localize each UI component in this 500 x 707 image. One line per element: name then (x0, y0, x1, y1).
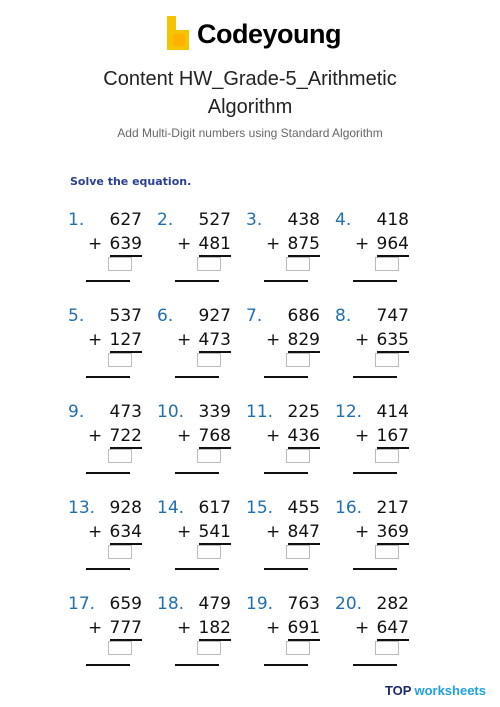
problem-8 (335, 306, 411, 381)
problem-number: 2. (157, 210, 174, 230)
answer-line (353, 568, 397, 570)
plus-sign: + (355, 618, 370, 638)
addend-top: 217 (376, 498, 409, 518)
answer-line (86, 568, 130, 570)
answer-line (175, 472, 219, 474)
problem-14 (157, 498, 233, 573)
plus-sign: + (88, 522, 103, 542)
addend-top: 414 (376, 402, 409, 422)
answer-line (86, 472, 130, 474)
answer-box[interactable] (197, 641, 221, 655)
addend-top: 418 (376, 210, 409, 230)
answer-line (175, 376, 219, 378)
problem-11 (246, 402, 322, 477)
problem-number: 8. (335, 306, 352, 326)
brand-name: Codeyoung (197, 18, 341, 49)
addend-top: 763 (287, 594, 320, 614)
plus-sign: + (177, 330, 192, 350)
problem-9 (68, 402, 144, 477)
answer-box[interactable] (286, 353, 310, 367)
plus-sign: + (177, 522, 192, 542)
addend-top: 225 (287, 402, 320, 422)
answer-box[interactable] (197, 545, 221, 559)
answer-line (175, 280, 219, 282)
plus-sign: + (355, 522, 370, 542)
problem-number: 14. (157, 498, 185, 518)
answer-box[interactable] (108, 449, 132, 463)
problem-number: 7. (246, 306, 263, 326)
addend-bottom: 722 (110, 426, 142, 449)
plus-sign: + (355, 330, 370, 350)
addend-bottom: 647 (377, 618, 409, 641)
answer-line (264, 472, 308, 474)
addend-bottom: 635 (377, 330, 409, 353)
addend-top: 339 (198, 402, 231, 422)
answer-box[interactable] (108, 353, 132, 367)
problem-15 (246, 498, 322, 573)
addend-bottom: 768 (199, 426, 231, 449)
addend-bottom: 634 (110, 522, 142, 545)
topworksheets-watermark (381, 679, 490, 701)
plus-sign: + (177, 618, 192, 638)
plus-sign: + (88, 234, 103, 254)
problem-12 (335, 402, 411, 477)
answer-box[interactable] (375, 353, 399, 367)
answer-box[interactable] (375, 545, 399, 559)
plus-sign: + (355, 234, 370, 254)
answer-box[interactable] (286, 449, 310, 463)
answer-box[interactable] (108, 257, 132, 271)
problem-number: 15. (246, 498, 274, 518)
addend-bottom: 691 (288, 618, 320, 641)
addend-bottom: 829 (288, 330, 320, 353)
answer-line (264, 280, 308, 282)
answer-box[interactable] (108, 641, 132, 655)
addend-top: 617 (198, 498, 231, 518)
addend-bottom: 639 (110, 234, 142, 257)
problem-7 (246, 306, 322, 381)
problem-number: 5. (68, 306, 85, 326)
problem-18 (157, 594, 233, 669)
plus-sign: + (266, 330, 281, 350)
plus-sign: + (177, 426, 192, 446)
answer-line (86, 376, 130, 378)
addend-bottom: 127 (110, 330, 142, 353)
problem-number: 11. (246, 402, 274, 422)
answer-line (353, 280, 397, 282)
addend-bottom: 182 (199, 618, 231, 641)
problem-number: 1. (68, 210, 85, 230)
answer-line (264, 664, 308, 666)
addend-bottom: 847 (288, 522, 320, 545)
problem-17 (68, 594, 144, 669)
problem-number: 3. (246, 210, 263, 230)
answer-box[interactable] (197, 257, 221, 271)
instruction-text: Solve the equation. (70, 175, 192, 188)
answer-box[interactable] (197, 353, 221, 367)
addend-bottom: 964 (377, 234, 409, 257)
problem-number: 18. (157, 594, 185, 614)
problem-number: 13. (68, 498, 96, 518)
plus-sign: + (177, 234, 192, 254)
answer-line (86, 664, 130, 666)
answer-line (86, 280, 130, 282)
answer-box[interactable] (197, 449, 221, 463)
plus-sign: + (355, 426, 370, 446)
addend-top: 537 (109, 306, 142, 326)
answer-line (264, 376, 308, 378)
problem-number: 12. (335, 402, 363, 422)
problem-number: 6. (157, 306, 174, 326)
plus-sign: + (266, 618, 281, 638)
addend-top: 928 (109, 498, 142, 518)
answer-box[interactable] (286, 257, 310, 271)
addend-top: 473 (109, 402, 142, 422)
problem-19 (246, 594, 322, 669)
plus-sign: + (266, 522, 281, 542)
problem-5 (68, 306, 144, 381)
problem-6 (157, 306, 233, 381)
codeyoung-logo (165, 14, 341, 54)
problem-number: 16. (335, 498, 363, 518)
problem-number: 19. (246, 594, 274, 614)
problem-10 (157, 402, 233, 477)
addend-top: 659 (109, 594, 142, 614)
answer-line (353, 472, 397, 474)
problem-number: 10. (157, 402, 185, 422)
addend-top: 438 (287, 210, 320, 230)
problem-16 (335, 498, 411, 573)
answer-box[interactable] (286, 545, 310, 559)
answer-line (353, 376, 397, 378)
answer-line (264, 568, 308, 570)
answer-box[interactable] (375, 641, 399, 655)
addend-bottom: 541 (199, 522, 231, 545)
addend-top: 627 (109, 210, 142, 230)
addend-top: 282 (376, 594, 409, 614)
worksheet-header (0, 0, 500, 150)
problem-number: 17. (68, 594, 96, 614)
addend-bottom: 875 (288, 234, 320, 257)
addend-bottom: 167 (377, 426, 409, 449)
answer-line (175, 664, 219, 666)
problem-1 (68, 210, 144, 285)
plus-sign: + (88, 426, 103, 446)
answer-box[interactable] (286, 641, 310, 655)
plus-sign: + (266, 426, 281, 446)
problem-number: 20. (335, 594, 363, 614)
answer-line (353, 664, 397, 666)
addend-top: 455 (287, 498, 320, 518)
plus-sign: + (88, 330, 103, 350)
addend-top: 479 (198, 594, 231, 614)
problem-20 (335, 594, 411, 669)
problem-13 (68, 498, 144, 573)
addend-bottom: 436 (288, 426, 320, 449)
worksheet-title (0, 65, 500, 121)
answer-box[interactable] (108, 545, 132, 559)
addend-bottom: 369 (377, 522, 409, 545)
title-line-2: Algorithm (207, 96, 293, 118)
title-line-1: Content HW_Grade-5_Arithmetic (103, 68, 397, 90)
worksheet-subtitle: Add Multi-Digit numbers using Standard Algorithm (117, 126, 383, 140)
answer-line (175, 568, 219, 570)
watermark-top: TOP (384, 682, 412, 698)
problem-number: 4. (335, 210, 352, 230)
plus-sign: + (266, 234, 281, 254)
plus-sign: + (88, 618, 103, 638)
problem-2 (157, 210, 233, 285)
problem-3 (246, 210, 322, 285)
codeyoung-logo-icon (165, 16, 191, 52)
answer-box[interactable] (375, 449, 399, 463)
addend-bottom: 777 (110, 618, 142, 641)
problem-4 (335, 210, 411, 285)
watermark-worksheets: worksheets (414, 682, 486, 698)
answer-box[interactable] (375, 257, 399, 271)
addend-bottom: 481 (199, 234, 231, 257)
addend-bottom: 473 (199, 330, 231, 353)
addend-top: 686 (287, 306, 320, 326)
addend-top: 747 (376, 306, 409, 326)
addend-top: 927 (198, 306, 231, 326)
addend-top: 527 (198, 210, 231, 230)
problem-number: 9. (68, 402, 85, 422)
